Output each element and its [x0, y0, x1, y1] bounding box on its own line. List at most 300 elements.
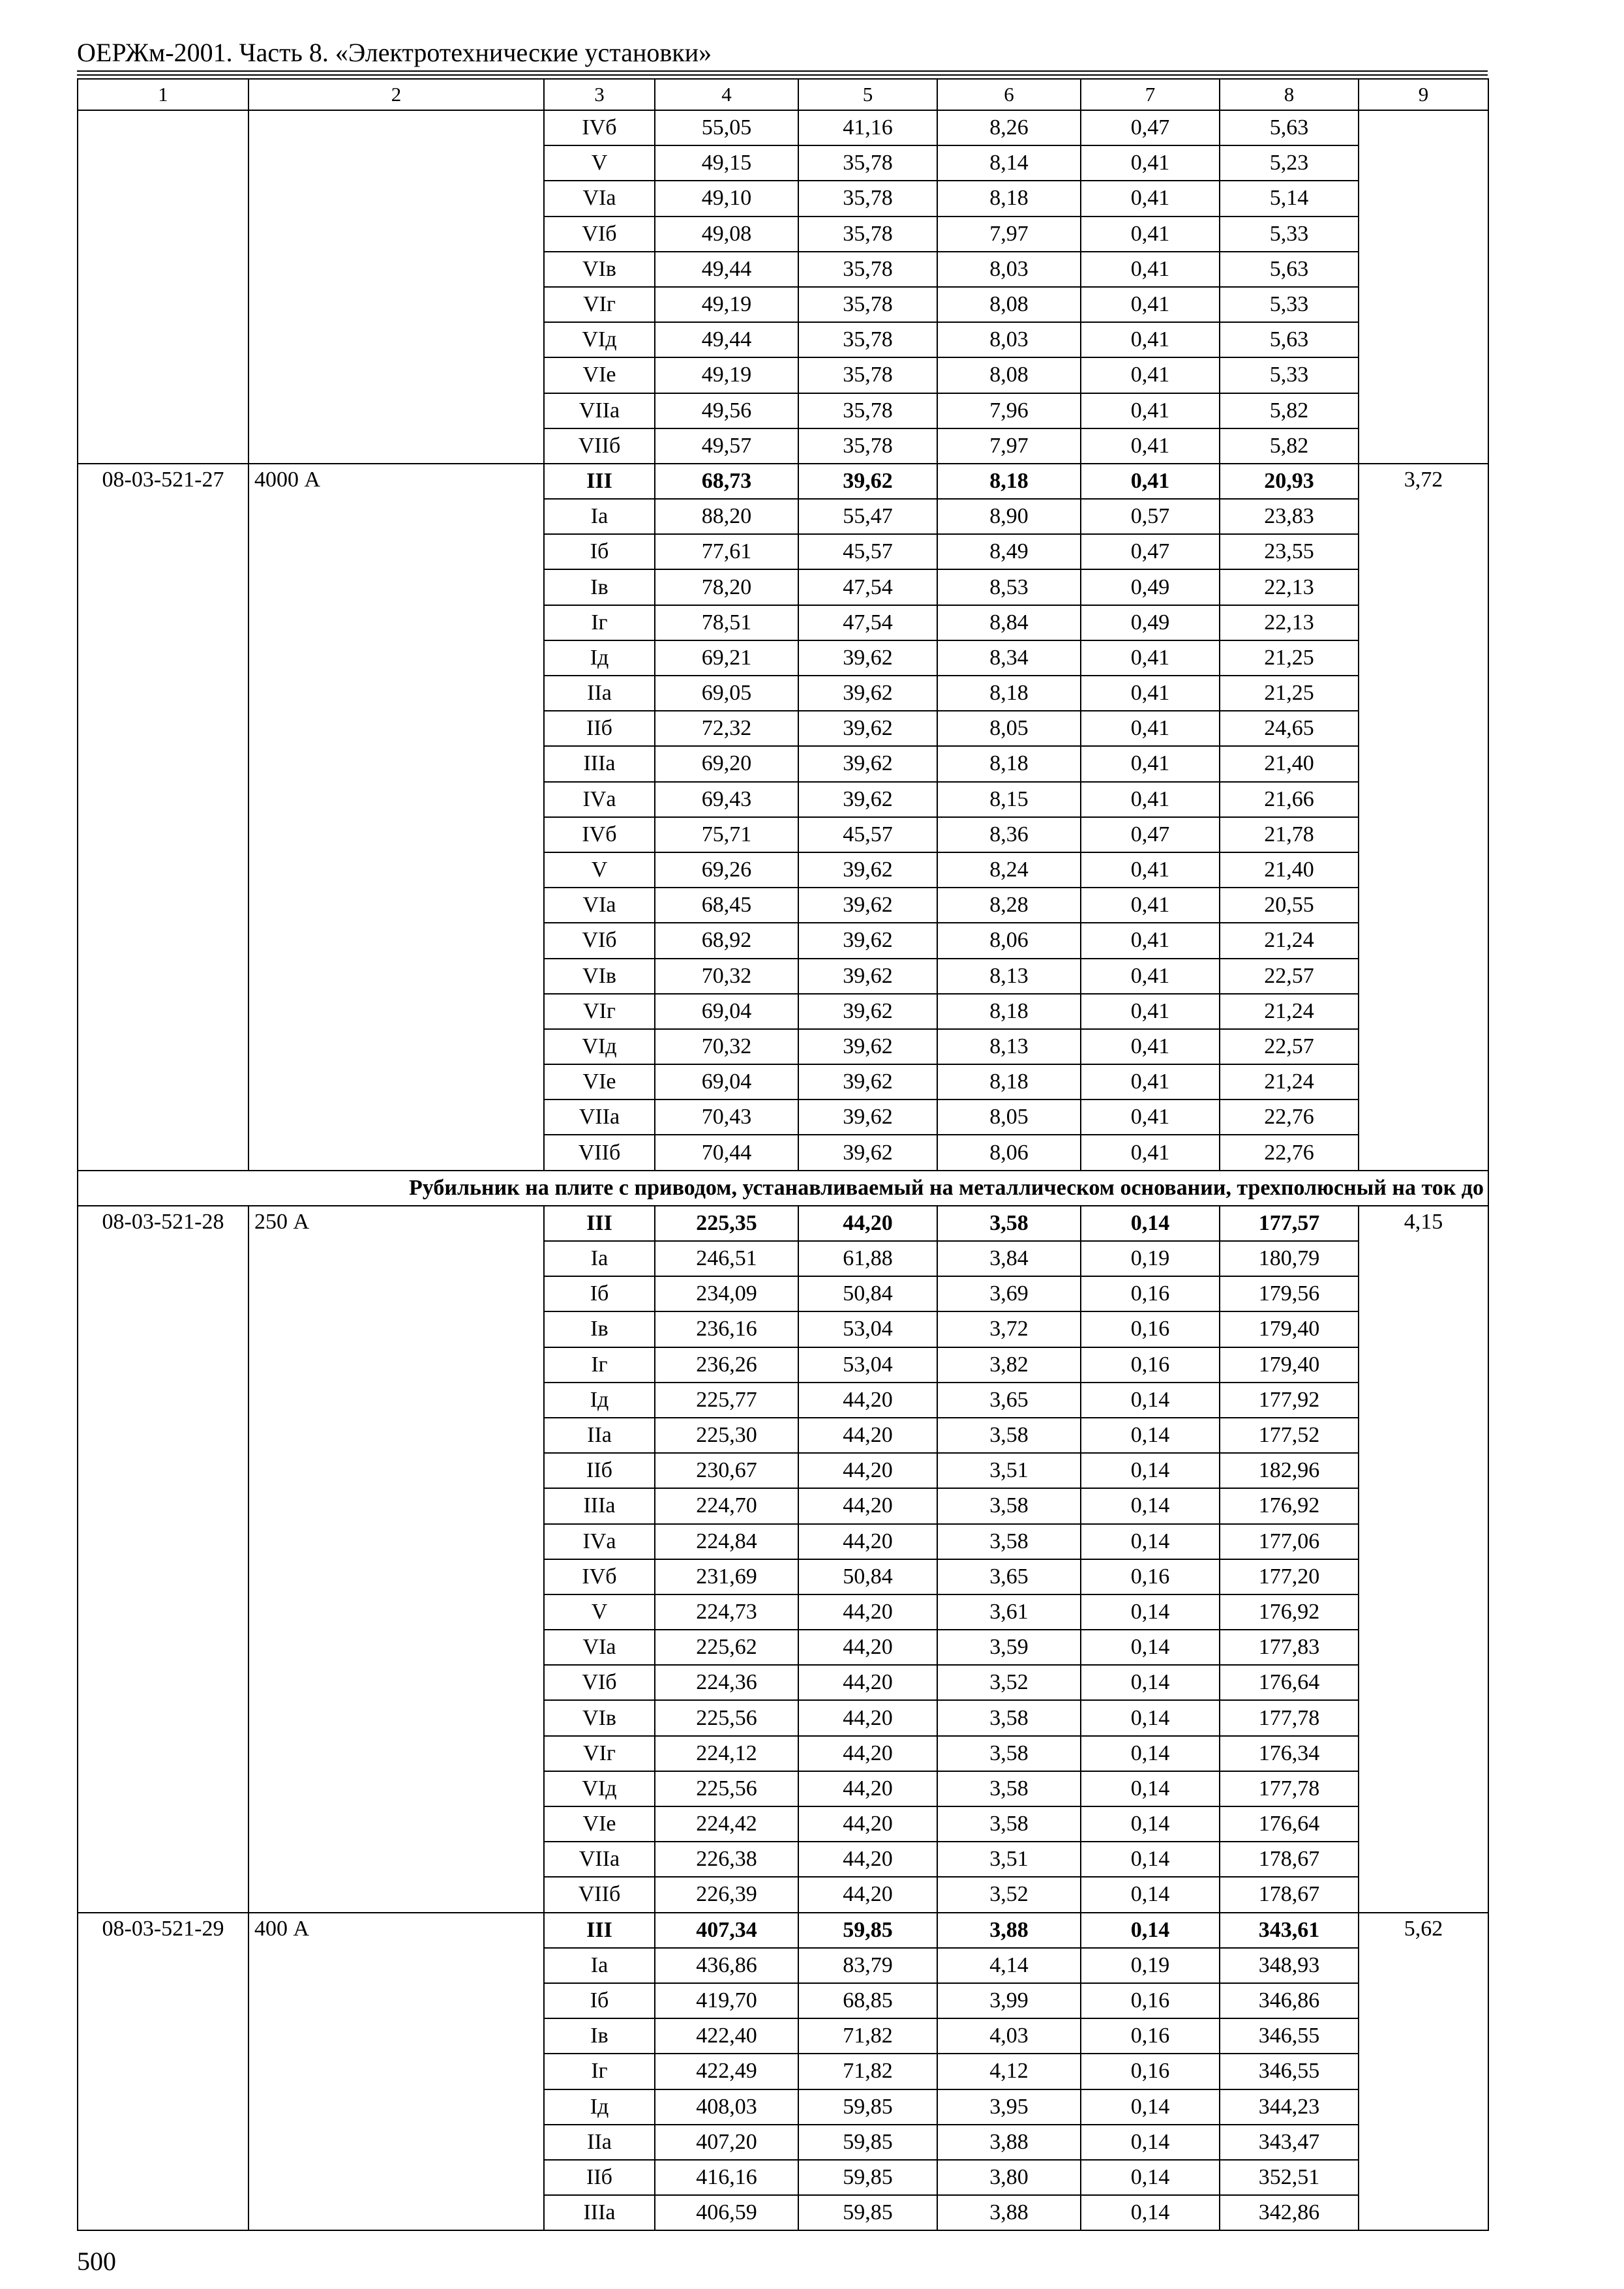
value-cell: 3,61 — [937, 1594, 1081, 1630]
column-number-header: 5 — [798, 79, 937, 110]
value-cell: 35,78 — [798, 322, 937, 357]
column-number-header: 1 — [78, 79, 248, 110]
value-cell: 49,56 — [655, 393, 798, 428]
zone-cell: Iб — [544, 534, 655, 569]
value-cell: 8,18 — [937, 994, 1081, 1029]
value-cell: 0,41 — [1081, 676, 1220, 711]
value-cell: 70,43 — [655, 1100, 798, 1135]
value-cell: 236,16 — [655, 1311, 798, 1347]
value-cell: 182,96 — [1220, 1453, 1359, 1488]
value-cell: 45,57 — [798, 534, 937, 569]
value-cell: 78,20 — [655, 569, 798, 605]
value-cell: 0,41 — [1081, 322, 1220, 357]
table-row — [78, 110, 1488, 145]
value-cell: 344,23 — [1220, 2089, 1359, 2125]
value-cell: 59,85 — [798, 2160, 937, 2195]
value-cell: 44,20 — [798, 1630, 937, 1665]
zone-cell: IVб — [544, 1559, 655, 1594]
value-cell: 8,06 — [937, 1135, 1081, 1170]
value-cell: 177,57 — [1220, 1206, 1359, 1241]
value-cell: 21,40 — [1220, 852, 1359, 888]
value-cell: 8,84 — [937, 605, 1081, 640]
value-cell: 55,47 — [798, 499, 937, 534]
value-cell: 0,41 — [1081, 145, 1220, 181]
value-cell: 0,16 — [1081, 1276, 1220, 1311]
value-cell: 69,04 — [655, 1064, 798, 1100]
value-cell: 0,41 — [1081, 640, 1220, 676]
value-cell: 177,78 — [1220, 1700, 1359, 1735]
value-cell: 406,59 — [655, 2195, 798, 2230]
zone-cell: VIб — [544, 217, 655, 252]
value-cell: 3,82 — [937, 1347, 1081, 1383]
value-cell: 3,58 — [937, 1806, 1081, 1842]
value-cell: 8,18 — [937, 181, 1081, 216]
zone-cell: VIд — [544, 1029, 655, 1064]
value-cell: 225,35 — [655, 1206, 798, 1241]
value-cell: 23,55 — [1220, 534, 1359, 569]
value-cell: 49,19 — [655, 357, 798, 393]
value-cell: 177,92 — [1220, 1383, 1359, 1418]
value-cell: 3,95 — [937, 2089, 1081, 2125]
table-row — [78, 1206, 1488, 1241]
value-cell: 77,61 — [655, 534, 798, 569]
value-cell: 55,05 — [655, 110, 798, 145]
value-cell: 225,62 — [655, 1630, 798, 1665]
value-cell: 0,49 — [1081, 569, 1220, 605]
value-cell: 49,10 — [655, 181, 798, 216]
zone-cell: VIг — [544, 994, 655, 1029]
value-cell: 178,67 — [1220, 1877, 1359, 1912]
zone-cell: VIе — [544, 1806, 655, 1842]
value-cell: 0,41 — [1081, 428, 1220, 464]
value-cell: 179,40 — [1220, 1311, 1359, 1347]
header-rule-top — [77, 70, 1488, 72]
value-cell: 224,12 — [655, 1736, 798, 1771]
zone-cell: V — [544, 852, 655, 888]
value-cell: 21,66 — [1220, 782, 1359, 817]
col9-cell: 3,72 — [1359, 464, 1488, 1171]
value-cell: 224,70 — [655, 1488, 798, 1523]
value-cell: 5,33 — [1220, 287, 1359, 322]
value-cell: 3,52 — [937, 1877, 1081, 1912]
zone-cell: IVб — [544, 817, 655, 852]
value-cell: 3,58 — [937, 1771, 1081, 1806]
value-cell: 8,53 — [937, 569, 1081, 605]
value-cell: 231,69 — [655, 1559, 798, 1594]
zone-cell: Iд — [544, 640, 655, 676]
zone-cell: VIIа — [544, 393, 655, 428]
value-cell: 0,14 — [1081, 1665, 1220, 1700]
value-cell: 49,08 — [655, 217, 798, 252]
column-number-header: 7 — [1081, 79, 1220, 110]
value-cell: 0,16 — [1081, 1983, 1220, 2018]
value-cell: 39,62 — [798, 746, 937, 781]
value-cell: 419,70 — [655, 1983, 798, 2018]
zone-cell: VIе — [544, 1064, 655, 1100]
zone-cell: IIб — [544, 2160, 655, 2195]
value-cell: 236,26 — [655, 1347, 798, 1383]
value-cell: 22,76 — [1220, 1100, 1359, 1135]
value-cell: 8,49 — [937, 534, 1081, 569]
value-cell: 179,40 — [1220, 1347, 1359, 1383]
value-cell: 342,86 — [1220, 2195, 1359, 2230]
value-cell: 5,23 — [1220, 145, 1359, 181]
value-cell: 0,14 — [1081, 1771, 1220, 1806]
zone-cell: VIв — [544, 959, 655, 994]
value-cell: 0,14 — [1081, 1488, 1220, 1523]
value-cell: 0,16 — [1081, 2054, 1220, 2089]
value-cell: 224,84 — [655, 1524, 798, 1559]
value-cell: 352,51 — [1220, 2160, 1359, 2195]
value-cell: 0,19 — [1081, 1241, 1220, 1276]
value-cell: 39,62 — [798, 888, 937, 923]
zone-cell: Iа — [544, 1241, 655, 1276]
value-cell: 44,20 — [798, 1771, 937, 1806]
value-cell: 8,08 — [937, 287, 1081, 322]
value-cell: 35,78 — [798, 393, 937, 428]
value-cell: 8,14 — [937, 145, 1081, 181]
zone-cell: VIIб — [544, 1135, 655, 1170]
value-cell: 408,03 — [655, 2089, 798, 2125]
zone-cell: IIIа — [544, 1488, 655, 1523]
value-cell: 0,14 — [1081, 1877, 1220, 1912]
zone-cell: Iб — [544, 1276, 655, 1311]
value-cell: 7,97 — [937, 217, 1081, 252]
column-number-header: 4 — [655, 79, 798, 110]
zone-cell: VIд — [544, 322, 655, 357]
zone-cell: Iд — [544, 1383, 655, 1418]
zone-cell: VIб — [544, 923, 655, 958]
value-cell: 5,82 — [1220, 428, 1359, 464]
value-cell: 3,58 — [937, 1524, 1081, 1559]
value-cell: 35,78 — [798, 181, 937, 216]
value-cell: 39,62 — [798, 676, 937, 711]
value-cell: 70,44 — [655, 1135, 798, 1170]
value-cell: 44,20 — [798, 1877, 937, 1912]
zone-cell: VIIа — [544, 1842, 655, 1877]
value-cell: 8,03 — [937, 322, 1081, 357]
value-cell: 0,41 — [1081, 994, 1220, 1029]
value-cell: 3,65 — [937, 1383, 1081, 1418]
zone-cell: V — [544, 1594, 655, 1630]
value-cell: 39,62 — [798, 711, 937, 746]
value-cell: 69,43 — [655, 782, 798, 817]
zone-cell: IIа — [544, 676, 655, 711]
value-cell: 0,14 — [1081, 1453, 1220, 1488]
value-cell: 8,34 — [937, 640, 1081, 676]
value-cell: 0,16 — [1081, 1559, 1220, 1594]
value-cell: 3,58 — [937, 1206, 1081, 1241]
value-cell: 3,51 — [937, 1453, 1081, 1488]
value-cell: 21,25 — [1220, 640, 1359, 676]
column-number-header: 3 — [544, 79, 655, 110]
value-cell: 5,63 — [1220, 252, 1359, 287]
value-cell: 45,57 — [798, 817, 937, 852]
value-cell: 59,85 — [798, 2195, 937, 2230]
value-cell: 3,52 — [937, 1665, 1081, 1700]
value-cell: 3,88 — [937, 2195, 1081, 2230]
value-cell: 22,57 — [1220, 1029, 1359, 1064]
value-cell: 0,41 — [1081, 852, 1220, 888]
value-cell: 3,58 — [937, 1736, 1081, 1771]
value-cell: 39,62 — [798, 1135, 937, 1170]
value-cell: 8,05 — [937, 1100, 1081, 1135]
value-cell: 4,14 — [937, 1948, 1081, 1983]
value-cell: 8,05 — [937, 711, 1081, 746]
value-cell: 35,78 — [798, 287, 937, 322]
value-cell: 407,34 — [655, 1913, 798, 1948]
zone-cell: IVа — [544, 1524, 655, 1559]
value-cell: 177,52 — [1220, 1418, 1359, 1453]
value-cell: 22,13 — [1220, 605, 1359, 640]
zone-cell: Iд — [544, 2089, 655, 2125]
value-cell: 5,33 — [1220, 217, 1359, 252]
value-cell: 0,14 — [1081, 1206, 1220, 1241]
value-cell: 0,14 — [1081, 1630, 1220, 1665]
value-cell: 8,08 — [937, 357, 1081, 393]
zone-cell: VIб — [544, 1665, 655, 1700]
value-cell: 68,92 — [655, 923, 798, 958]
value-cell: 226,39 — [655, 1877, 798, 1912]
column-number-header: 6 — [937, 79, 1081, 110]
value-cell: 3,84 — [937, 1241, 1081, 1276]
zone-cell: IIIа — [544, 2195, 655, 2230]
column-number-row — [78, 79, 1488, 110]
zone-cell: Iв — [544, 1311, 655, 1347]
value-cell: 416,16 — [655, 2160, 798, 2195]
value-cell: 346,55 — [1220, 2018, 1359, 2054]
zone-cell: Iа — [544, 499, 655, 534]
value-cell: 0,41 — [1081, 1064, 1220, 1100]
value-cell: 225,56 — [655, 1771, 798, 1806]
value-cell: 5,82 — [1220, 393, 1359, 428]
value-cell: 70,32 — [655, 1029, 798, 1064]
value-cell: 225,56 — [655, 1700, 798, 1735]
value-cell: 0,41 — [1081, 464, 1220, 499]
column-number-header: 2 — [248, 79, 544, 110]
value-cell: 0,47 — [1081, 817, 1220, 852]
value-cell: 0,41 — [1081, 181, 1220, 216]
table-row — [78, 464, 1488, 499]
value-cell: 177,78 — [1220, 1771, 1359, 1806]
value-cell: 44,20 — [798, 1524, 937, 1559]
value-cell: 224,73 — [655, 1594, 798, 1630]
zone-cell: VIIа — [544, 1100, 655, 1135]
value-cell: 21,24 — [1220, 1064, 1359, 1100]
value-cell: 39,62 — [798, 923, 937, 958]
value-cell: 21,24 — [1220, 994, 1359, 1029]
rate-code-cell: 08-03-521-28 — [78, 1206, 248, 1913]
value-cell: 0,16 — [1081, 2018, 1220, 2054]
value-cell: 44,20 — [798, 1736, 937, 1771]
value-cell: 8,03 — [937, 252, 1081, 287]
zone-cell: IIа — [544, 1418, 655, 1453]
col9-cell: 4,15 — [1359, 1206, 1488, 1913]
value-cell: 422,49 — [655, 2054, 798, 2089]
value-cell: 68,73 — [655, 464, 798, 499]
value-cell: 0,14 — [1081, 2125, 1220, 2160]
value-cell: 35,78 — [798, 252, 937, 287]
rate-name-cell: 250 А — [248, 1206, 544, 1913]
value-cell: 49,19 — [655, 287, 798, 322]
value-cell: 0,14 — [1081, 2160, 1220, 2195]
value-cell: 24,65 — [1220, 711, 1359, 746]
value-cell: 0,14 — [1081, 1594, 1220, 1630]
value-cell: 5,14 — [1220, 181, 1359, 216]
value-cell: 8,18 — [937, 746, 1081, 781]
rates-table-body — [78, 79, 1488, 2230]
col9-cell — [1359, 110, 1488, 464]
value-cell: 69,21 — [655, 640, 798, 676]
value-cell: 176,64 — [1220, 1665, 1359, 1700]
value-cell: 5,33 — [1220, 357, 1359, 393]
value-cell: 49,15 — [655, 145, 798, 181]
value-cell: 0,16 — [1081, 1347, 1220, 1383]
value-cell: 7,97 — [937, 428, 1081, 464]
value-cell: 35,78 — [798, 357, 937, 393]
value-cell: 0,57 — [1081, 499, 1220, 534]
col9-cell: 5,62 — [1359, 1913, 1488, 2231]
value-cell: 177,06 — [1220, 1524, 1359, 1559]
zone-cell: IIб — [544, 1453, 655, 1488]
zone-cell: Iв — [544, 2018, 655, 2054]
value-cell: 0,41 — [1081, 711, 1220, 746]
value-cell: 0,41 — [1081, 1100, 1220, 1135]
header-rule-bottom — [77, 74, 1488, 76]
value-cell: 8,90 — [937, 499, 1081, 534]
value-cell: 3,88 — [937, 2125, 1081, 2160]
zone-cell: IIб — [544, 711, 655, 746]
zone-cell: Iб — [544, 1983, 655, 2018]
value-cell: 176,92 — [1220, 1488, 1359, 1523]
value-cell: 0,41 — [1081, 357, 1220, 393]
value-cell: 176,92 — [1220, 1594, 1359, 1630]
value-cell: 39,62 — [798, 464, 937, 499]
zone-cell: V — [544, 145, 655, 181]
table-row — [78, 1913, 1488, 1948]
value-cell: 39,62 — [798, 1064, 937, 1100]
page-number: 500 — [77, 2247, 116, 2276]
value-cell: 0,41 — [1081, 287, 1220, 322]
zone-cell: VIг — [544, 287, 655, 322]
value-cell: 61,88 — [798, 1241, 937, 1276]
value-cell: 0,49 — [1081, 605, 1220, 640]
zone-cell: VIв — [544, 252, 655, 287]
value-cell: 3,69 — [937, 1276, 1081, 1311]
zone-cell: IVб — [544, 110, 655, 145]
value-cell: 407,20 — [655, 2125, 798, 2160]
value-cell: 343,47 — [1220, 2125, 1359, 2160]
value-cell: 44,20 — [798, 1700, 937, 1735]
value-cell: 44,20 — [798, 1453, 937, 1488]
value-cell: 53,04 — [798, 1347, 937, 1383]
rates-table — [77, 78, 1489, 2231]
value-cell: 225,77 — [655, 1383, 798, 1418]
value-cell: 88,20 — [655, 499, 798, 534]
value-cell: 8,13 — [937, 1029, 1081, 1064]
zone-cell: Iв — [544, 569, 655, 605]
zone-cell: IVа — [544, 782, 655, 817]
value-cell: 8,18 — [937, 1064, 1081, 1100]
value-cell: 0,41 — [1081, 252, 1220, 287]
value-cell: 69,04 — [655, 994, 798, 1029]
value-cell: 7,96 — [937, 393, 1081, 428]
value-cell: 0,41 — [1081, 393, 1220, 428]
value-cell: 53,04 — [798, 1311, 937, 1347]
rate-code-cell: 08-03-521-29 — [78, 1913, 248, 2231]
zone-cell: VIе — [544, 357, 655, 393]
value-cell: 44,20 — [798, 1806, 937, 1842]
value-cell: 0,47 — [1081, 110, 1220, 145]
value-cell: 8,36 — [937, 817, 1081, 852]
value-cell: 71,82 — [798, 2018, 937, 2054]
value-cell: 69,20 — [655, 746, 798, 781]
value-cell: 70,32 — [655, 959, 798, 994]
section-title-row — [78, 1171, 1488, 1206]
rate-code-cell: 08-03-521-27 — [78, 464, 248, 1171]
value-cell: 3,65 — [937, 1559, 1081, 1594]
value-cell: 8,26 — [937, 110, 1081, 145]
value-cell: 39,62 — [798, 852, 937, 888]
value-cell: 39,62 — [798, 959, 937, 994]
value-cell: 59,85 — [798, 2125, 937, 2160]
value-cell: 72,32 — [655, 711, 798, 746]
value-cell: 8,18 — [937, 464, 1081, 499]
value-cell: 22,13 — [1220, 569, 1359, 605]
value-cell: 8,28 — [937, 888, 1081, 923]
value-cell: 59,85 — [798, 2089, 937, 2125]
value-cell: 8,13 — [937, 959, 1081, 994]
value-cell: 3,58 — [937, 1418, 1081, 1453]
column-number-header: 8 — [1220, 79, 1359, 110]
rate-name-cell: 4000 А — [248, 464, 544, 1171]
zone-cell: Iг — [544, 2054, 655, 2089]
value-cell: 0,41 — [1081, 782, 1220, 817]
value-cell: 71,82 — [798, 2054, 937, 2089]
value-cell: 35,78 — [798, 217, 937, 252]
value-cell: 39,62 — [798, 994, 937, 1029]
value-cell: 44,20 — [798, 1665, 937, 1700]
section-title: Рубильник на плите с приводом, устанавливаемый на металлическом основании, трехполюсный на ток до — [78, 1171, 1488, 1206]
value-cell: 0,41 — [1081, 923, 1220, 958]
zone-cell: IIIа — [544, 746, 655, 781]
value-cell: 35,78 — [798, 145, 937, 181]
zone-cell: III — [544, 1913, 655, 1948]
value-cell: 0,41 — [1081, 1135, 1220, 1170]
value-cell: 0,14 — [1081, 1842, 1220, 1877]
value-cell: 4,03 — [937, 2018, 1081, 2054]
value-cell: 3,59 — [937, 1630, 1081, 1665]
value-cell: 22,76 — [1220, 1135, 1359, 1170]
value-cell: 41,16 — [798, 110, 937, 145]
value-cell: 0,14 — [1081, 1418, 1220, 1453]
value-cell: 234,09 — [655, 1276, 798, 1311]
value-cell: 0,14 — [1081, 1736, 1220, 1771]
zone-cell: VIIб — [544, 1877, 655, 1912]
value-cell: 5,63 — [1220, 110, 1359, 145]
column-number-header: 9 — [1359, 79, 1488, 110]
zone-cell: Iг — [544, 1347, 655, 1383]
value-cell: 21,78 — [1220, 817, 1359, 852]
value-cell: 50,84 — [798, 1276, 937, 1311]
value-cell: 69,05 — [655, 676, 798, 711]
value-cell: 0,14 — [1081, 1383, 1220, 1418]
value-cell: 176,64 — [1220, 1806, 1359, 1842]
value-cell: 224,42 — [655, 1806, 798, 1842]
zone-cell: Iа — [544, 1948, 655, 1983]
value-cell: 8,15 — [937, 782, 1081, 817]
value-cell: 3,58 — [937, 1700, 1081, 1735]
